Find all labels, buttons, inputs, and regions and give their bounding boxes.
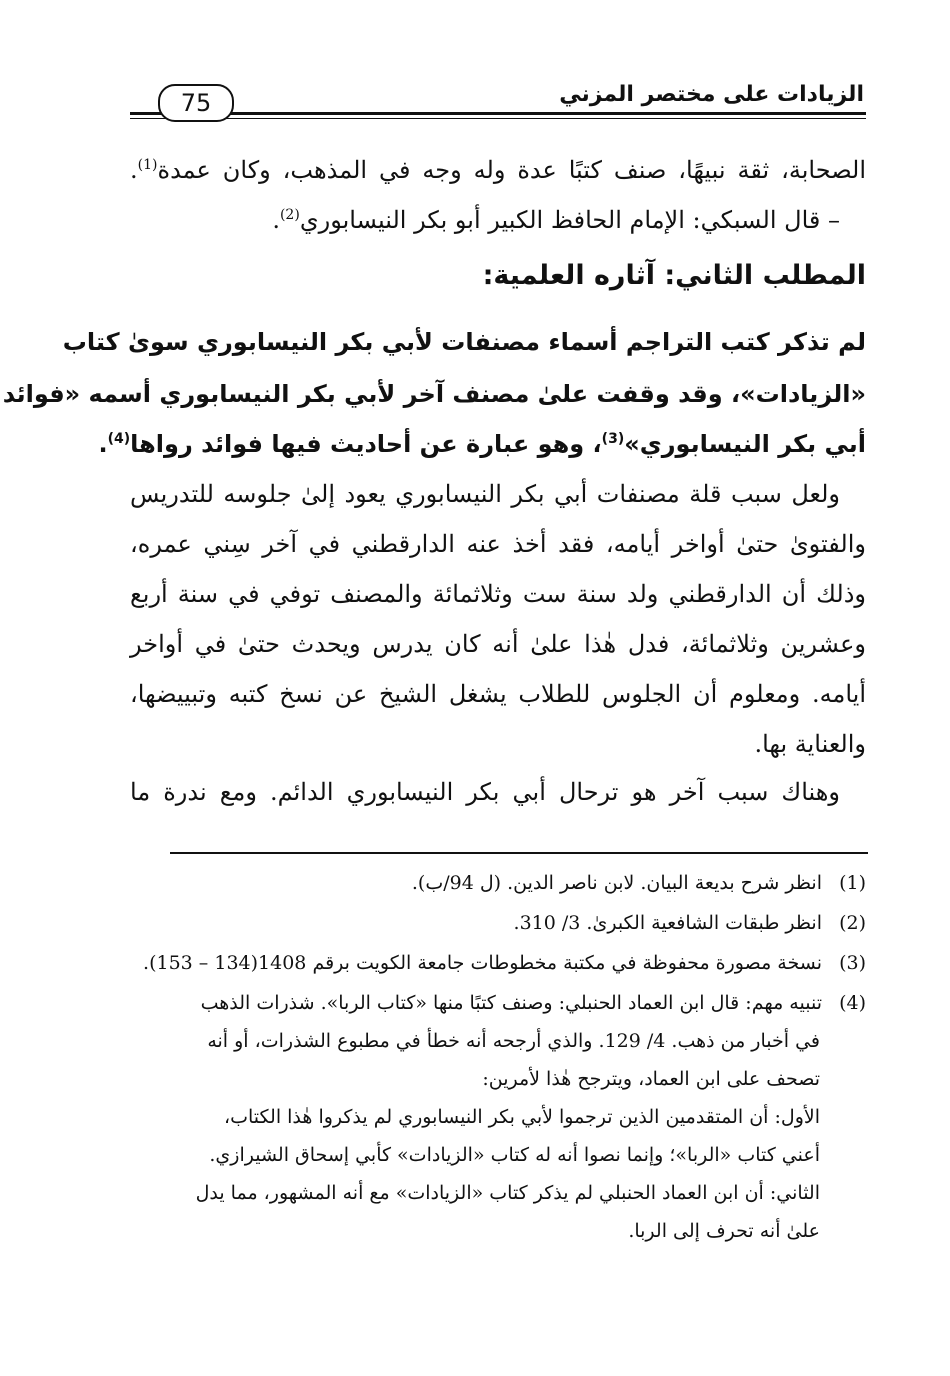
footnote-ref: (2) [279,207,300,223]
footnote-number: (3) [839,952,866,974]
header-rule-thin [130,118,866,119]
header-rule [130,112,866,115]
text-line: وذلك أن الدارقطني ولد سنة ست وثلاثمائة والمصنف توفي في سنة أربع [130,580,866,608]
footnote: (2)انظر طبقات الشافعية الكبرىٰ. 3/ 310. [513,912,866,934]
footnote-number: (4) [839,992,866,1014]
footnote-number: (2) [839,912,866,934]
text-line: – قال السبكي: الإمام الحافظ الكبير أبو بكر النيسابوري$^{(2)}$. [272,206,840,234]
text-line: والفتوىٰ حتىٰ أواخر أيامه، فقد أخذ عنه الدارقطني في آخر سِني عمره، [130,530,866,558]
bold-text-line: أبي بكر النيسابوري»$^{(3)}$، وهو عبارة عن أحاديث فيها فوائد رواها$^{(4)}$. [98,430,866,458]
footnote: (4)تنبيه مهم: قال ابن العماد الحنبلي: وصنف كتبًا منها «كتاب الربا». شذرات الذهب [200,992,866,1014]
footnote-separator [170,852,868,854]
footnote-ref: (1) [137,157,158,173]
text-line: أيامه. ومعلوم أن الجلوس للطلاب يشغل الشيخ عن نسخ كتبه وتبييضها، [130,680,866,708]
footnote: (3)نسخة مصورة محفوظة في مكتبة مخطوطات جامعة الكويت برقم 1408(134 – 153). [143,952,866,974]
text-line: وعشرين وثلاثمائة، فدل هٰذا علىٰ أنه كان يدرس ويحدث حتىٰ في أواخر [130,630,866,658]
footnote-line: أعني كتاب «الربا»؛ وإنما نصوا أنه له كتاب «الزيادات» كأبي إسحاق الشيرازي. [209,1144,820,1166]
section-heading: المطلب الثاني: آثاره العلمية: [482,260,866,291]
bold-text-line: لم تذكر كتب التراجم أسماء مصنفات لأبي بكر النيسابوري سوىٰ كتاب [62,328,866,356]
footnote-ref: (3) [601,431,625,447]
running-header-title: الزيادات على مختصر المزني [559,82,864,107]
footnote-line: علىٰ أنه تحرف إلى الربا. [628,1220,820,1242]
footnote: (1)انظر شرح بديعة البيان. لابن ناصر الدين. (ل 94/ب). [411,872,866,894]
bold-text-line: «الزيادات»، وقد وقفت علىٰ مصنف آخر لأبي بكر النيسابوري أسمه «فوائد [2,380,866,408]
text-line: الصحابة، ثقة نبيهًا، صنف كتبًا عدة وله وجه في المذهب، وكان عمدة$^{(1)}$. [130,156,866,184]
footnote-line: الثاني: أن ابن العماد الحنبلي لم يذكر كتاب «الزيادات» مع أنه المشهور، مما يدل [195,1182,820,1204]
footnote-ref: (4) [107,431,131,447]
footnote-number: (1) [839,872,866,894]
footnote-line: في أخبار من ذهب. 4/ 129. والذي أرجحه أنه خطأ في مطبوع الشذرات، أو أنه [207,1030,820,1052]
text-line: والعناية بها. [754,730,866,758]
page-number: 75 [158,84,234,122]
text-line: وهناك سبب آخر هو ترحال أبي بكر النيسابوري الدائم. ومع ندرة ما [130,778,841,806]
text-line: ولعل سبب قلة مصنفات أبي بكر النيسابوري يعود إلىٰ جلوسه للتدريس [130,480,840,508]
footnote-line: الأول: أن المتقدمين الذين ترجموا لأبي بكر النيسابوري لم يذكروا هٰذا الكتاب، [224,1106,820,1128]
footnote-line: تصحف على ابن العماد، ويترجح هٰذا لأمرين: [482,1068,820,1090]
